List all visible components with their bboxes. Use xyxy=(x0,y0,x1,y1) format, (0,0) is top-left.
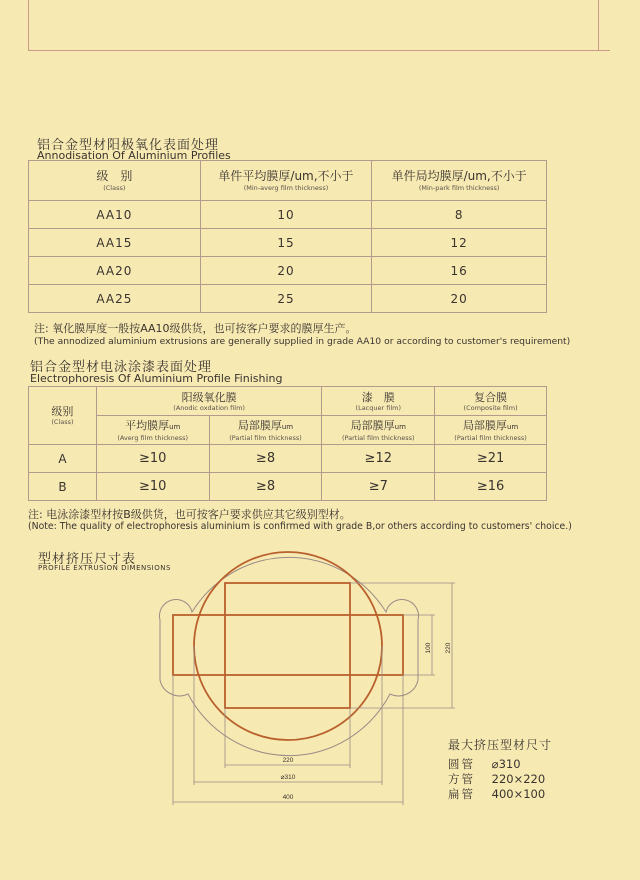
dim-label-100: 100 xyxy=(425,642,432,654)
section3-title-cn: 型材挤压尺寸表 xyxy=(38,552,137,567)
dimension-lines xyxy=(173,583,455,805)
header-anodic-film: 阳级氧化膜 (Anodic oxdation film) xyxy=(96,387,322,416)
profile-shapes xyxy=(173,552,403,740)
section2-note-en: (Note: The quality of electrophoresis aluminium is confirmed with grade B,or others according to customers' choice.) xyxy=(28,521,572,532)
die-outline xyxy=(160,557,419,755)
section2-title-en: Electrophoresis Of Aluminium Profile Finishing xyxy=(30,372,283,385)
section1-note-en: (The annodized aluminium extrusions are generally supplied in grade AA10 or according to customer's requirement) xyxy=(34,336,571,347)
max-extrusion-title: 最大挤压型材尺寸 xyxy=(448,738,553,752)
table-row: AA25 25 20 xyxy=(29,285,547,313)
table-row: A ≥10 ≥8 ≥12 ≥21 xyxy=(29,445,547,473)
header-lacquer-film: 漆 膜 (Lacquer film) xyxy=(322,387,435,416)
subheader-local: 局部膜厚um (Partial film thickness) xyxy=(322,416,435,445)
table-row: AA10 10 8 xyxy=(29,201,547,229)
subheader-local: 局部膜厚um (Partial film thickness) xyxy=(209,416,322,445)
subheader-local: 局部膜厚um (Partial film thickness) xyxy=(435,416,547,445)
header-class: 级 别 (Class) xyxy=(29,161,201,201)
header-class: 级别 (Class) xyxy=(29,387,97,445)
section2-note-cn: 注: 电泳涂漆型材按B级供货，也可按客户要求供应其它级别型材。 xyxy=(28,508,351,521)
table-row: B ≥10 ≥8 ≥7 ≥16 xyxy=(29,473,547,501)
header-composite-film: 复合膜 (Composite film) xyxy=(435,387,547,416)
list-item: 方管 220×220 xyxy=(448,772,546,786)
header-avg-thickness: 单件平均膜厚/um,不小于 (Min-averg film thickness) xyxy=(200,161,372,201)
flat-tube-outline xyxy=(173,615,403,675)
subheader-avg: 平均膜厚um (Averg film thickness) xyxy=(96,416,209,445)
section1-title-en: Annodisation Of Aluminium Profiles xyxy=(37,149,231,162)
dim-label-220-horizontal: 220 xyxy=(282,757,294,764)
round-tube-outline xyxy=(194,552,382,740)
list-item: 扁管 400×100 xyxy=(448,787,546,801)
table-row: AA20 20 16 xyxy=(29,257,547,285)
dim-label-220-vertical: 220 xyxy=(445,642,452,654)
list-item: 圆管 ⌀310 xyxy=(448,757,521,771)
section1-note-cn: 注: 氧化膜厚度一般按AA10级供货，也可按客户要求的膜厚生产。 xyxy=(34,322,357,335)
section1-title-cn: 铝合金型材阳极氧化表面处理 xyxy=(37,138,220,153)
square-tube-outline xyxy=(225,583,350,708)
header-local-thickness: 单件局均膜厚/um,不小于 (Min-park film thickness) xyxy=(372,161,547,201)
table-row: AA15 15 12 xyxy=(29,229,547,257)
dim-label-400: 400 xyxy=(282,794,294,801)
section2-title-cn: 铝合金型材电泳涂漆表面处理 xyxy=(30,360,213,375)
section3-title-en: PROFILE EXTRUSION DIMENSIONS xyxy=(38,564,171,572)
max-extrusion-sizes xyxy=(448,736,552,802)
dim-label-310: ⌀310 xyxy=(280,774,296,781)
